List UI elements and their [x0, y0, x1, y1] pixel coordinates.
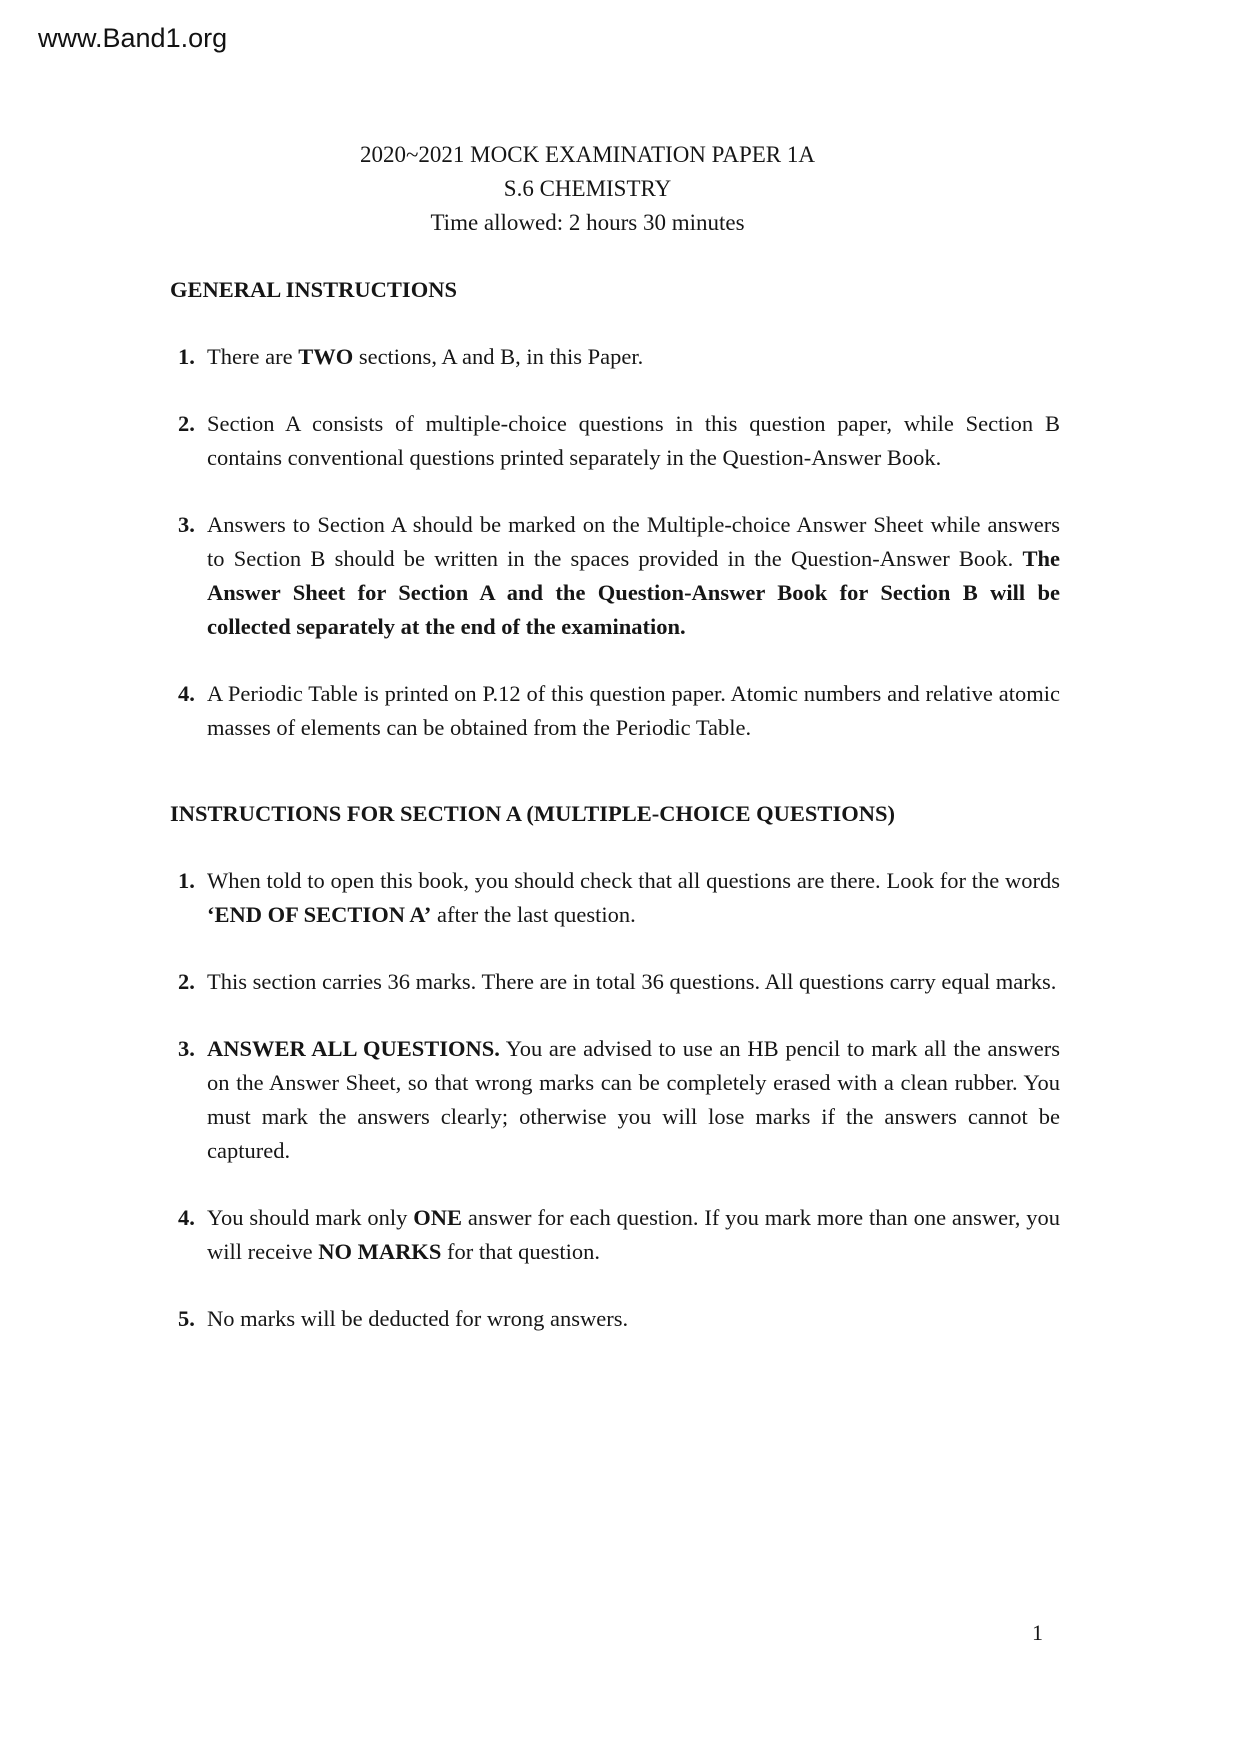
- item-number: 3.: [178, 512, 195, 537]
- site-watermark: www.Band1.org: [38, 23, 228, 53]
- instruction-item: [178, 1302, 1060, 1336]
- instruction-item: [178, 407, 1060, 475]
- paper-title: 2020~2021 MOCK EXAMINATION PAPER 1A: [359, 142, 815, 167]
- instruction-item: [178, 1201, 1060, 1269]
- page-number: 1: [1032, 1620, 1043, 1645]
- instruction-item: [178, 1032, 1060, 1168]
- item-number: 3.: [178, 1036, 195, 1061]
- item-text: This section carries 36 marks. There are in total 36 questions. All questions carry equal marks.: [207, 969, 1057, 994]
- general-instructions-list: [170, 340, 1060, 745]
- item-text: Answers to Section A should be marked on the Multiple-choice Answer Sheet while answers to Section B should be written in the spaces provided in the Question-Answer Book. The Answer Sheet for Section A and the Question-Answer Book for Section B will be collected separately at the end of the examination.: [207, 512, 1060, 639]
- item-number: 4.: [178, 1205, 195, 1230]
- instruction-item: [178, 677, 1060, 745]
- item-text: You should mark only ONE answer for each question. If you mark more than one answer, you will receive NO MARKS for that question.: [207, 1205, 1060, 1264]
- instruction-item: [178, 340, 1060, 374]
- item-number: 1.: [178, 868, 195, 893]
- item-text: A Periodic Table is printed on P.12 of this question paper. Atomic numbers and relative atomic masses of elements can be obtained from the Periodic Table.: [207, 681, 1060, 740]
- item-text: When told to open this book, you should check that all questions are there. Look for the words ‘END OF SECTION A’ after the last question.: [207, 868, 1060, 927]
- item-number: 1.: [178, 344, 195, 369]
- title-block: [170, 138, 1060, 240]
- instruction-item: [178, 864, 1060, 932]
- item-text: No marks will be deducted for wrong answers.: [207, 1306, 629, 1331]
- instruction-item: [178, 965, 1060, 999]
- item-number: 4.: [178, 681, 195, 706]
- item-number: 5.: [178, 1306, 195, 1331]
- document-body: [170, 0, 1060, 1336]
- item-text: There are TWO sections, A and B, in this Paper.: [207, 344, 644, 369]
- item-text: ANSWER ALL QUESTIONS. You are advised to use an HB pencil to mark all the answers on the Answer Sheet, so that wrong marks can be completely erased with a clean rubber. You must mark the answers clearly; otherwise you will lose marks if the answers cannot be captured.: [207, 1036, 1060, 1163]
- instruction-item: [178, 508, 1060, 644]
- item-number: 2.: [178, 411, 195, 436]
- item-number: 2.: [178, 969, 195, 994]
- section-a-instructions-list: [170, 864, 1060, 1336]
- item-text: Section A consists of multiple-choice questions in this question paper, while Section B contains conventional questions printed separately in the Question-Answer Book.: [207, 411, 1060, 470]
- general-instructions-heading: GENERAL INSTRUCTIONS: [170, 277, 457, 302]
- subject-title: S.6 CHEMISTRY: [503, 176, 672, 201]
- section-a-heading: INSTRUCTIONS FOR SECTION A (MULTIPLE-CHOICE QUESTIONS): [170, 801, 895, 826]
- time-allowed: Time allowed: 2 hours 30 minutes: [430, 210, 745, 235]
